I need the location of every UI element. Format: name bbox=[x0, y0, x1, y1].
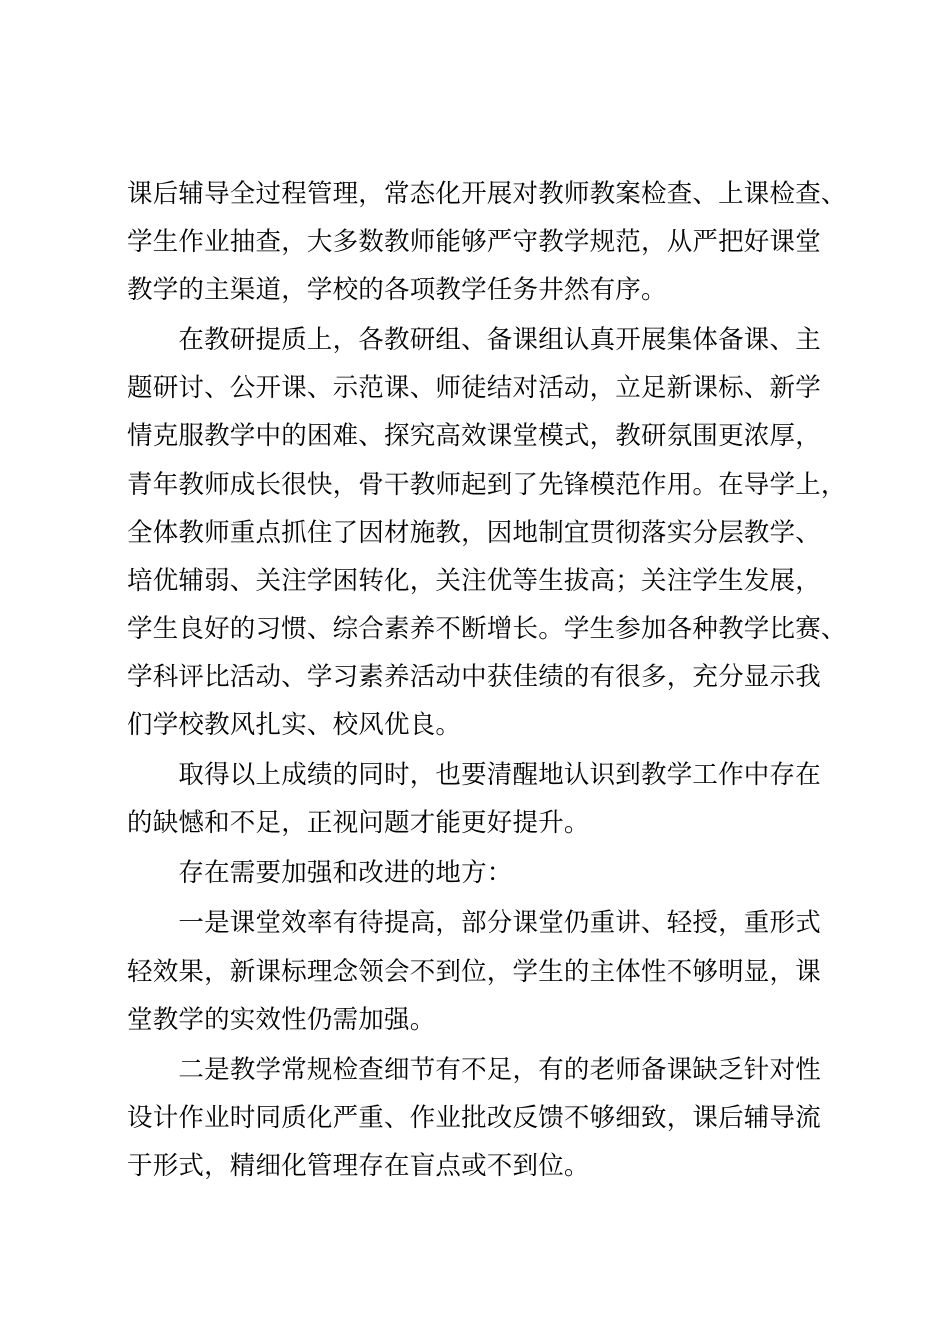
text-line: 在教研提质上，各教研组、备课组认真开展集体备课、主 bbox=[127, 325, 821, 356]
text-line: 们学校教风扎实、校风优良。 bbox=[127, 710, 462, 741]
text-line: 课后辅导全过程管理，常态化开展对教师教案检查、上课检查、 bbox=[127, 179, 847, 209]
text-line: 的缺憾和不足，正视问题才能更好提升。 bbox=[127, 808, 590, 839]
body-text bbox=[127, 170, 847, 1190]
text-line: 二是教学常规检查细节有不足，有的老师备课缺乏针对性 bbox=[127, 1054, 821, 1085]
text-line: 学科评比活动、学习素养活动中获佳绩的有很多，充分显示我 bbox=[127, 661, 821, 692]
text-line: 学生良好的习惯、综合素养不断增长。学生参加各种教学比赛、 bbox=[127, 613, 847, 644]
text-line: 轻效果，新课标理念领会不到位，学生的主体性不够明显，课 bbox=[127, 956, 821, 987]
text-line: 青年教师成长很快，骨干教师起到了先锋模范作用。在导学上， bbox=[127, 469, 847, 500]
text-line: 题研讨、公开课、示范课、师徒结对活动，立足新课标、新学 bbox=[127, 373, 821, 404]
text-line: 教学的主渠道，学校的各项教学任务井然有序。 bbox=[127, 275, 667, 306]
text-line: 一是课堂效率有待提高，部分课堂仍重讲、轻授，重形式 bbox=[127, 908, 821, 939]
text-line: 存在需要加强和改进的地方： bbox=[127, 858, 513, 889]
text-line: 全体教师重点抓住了因材施教，因地制宜贯彻落实分层教学、 bbox=[127, 517, 821, 548]
text-line: 于形式，精细化管理存在盲点或不到位。 bbox=[127, 1150, 590, 1181]
text-line: 设计作业时同质化严重、作业批改反馈不够细致，课后辅导流 bbox=[127, 1102, 821, 1133]
text-line: 培优辅弱、关注学困转化，关注优等生拔高；关注学生发展， bbox=[127, 565, 821, 596]
text-line: 学生作业抽查，大多数教师能够严守教学规范，从严把好课堂 bbox=[127, 227, 821, 258]
text-line: 堂教学的实效性仍需加强。 bbox=[127, 1004, 436, 1035]
text-line: 情克服教学中的困难、探究高效课堂模式，教研氛围更浓厚， bbox=[127, 421, 821, 452]
text-line: 取得以上成绩的同时，也要清醒地认识到教学工作中存在 bbox=[127, 760, 821, 791]
